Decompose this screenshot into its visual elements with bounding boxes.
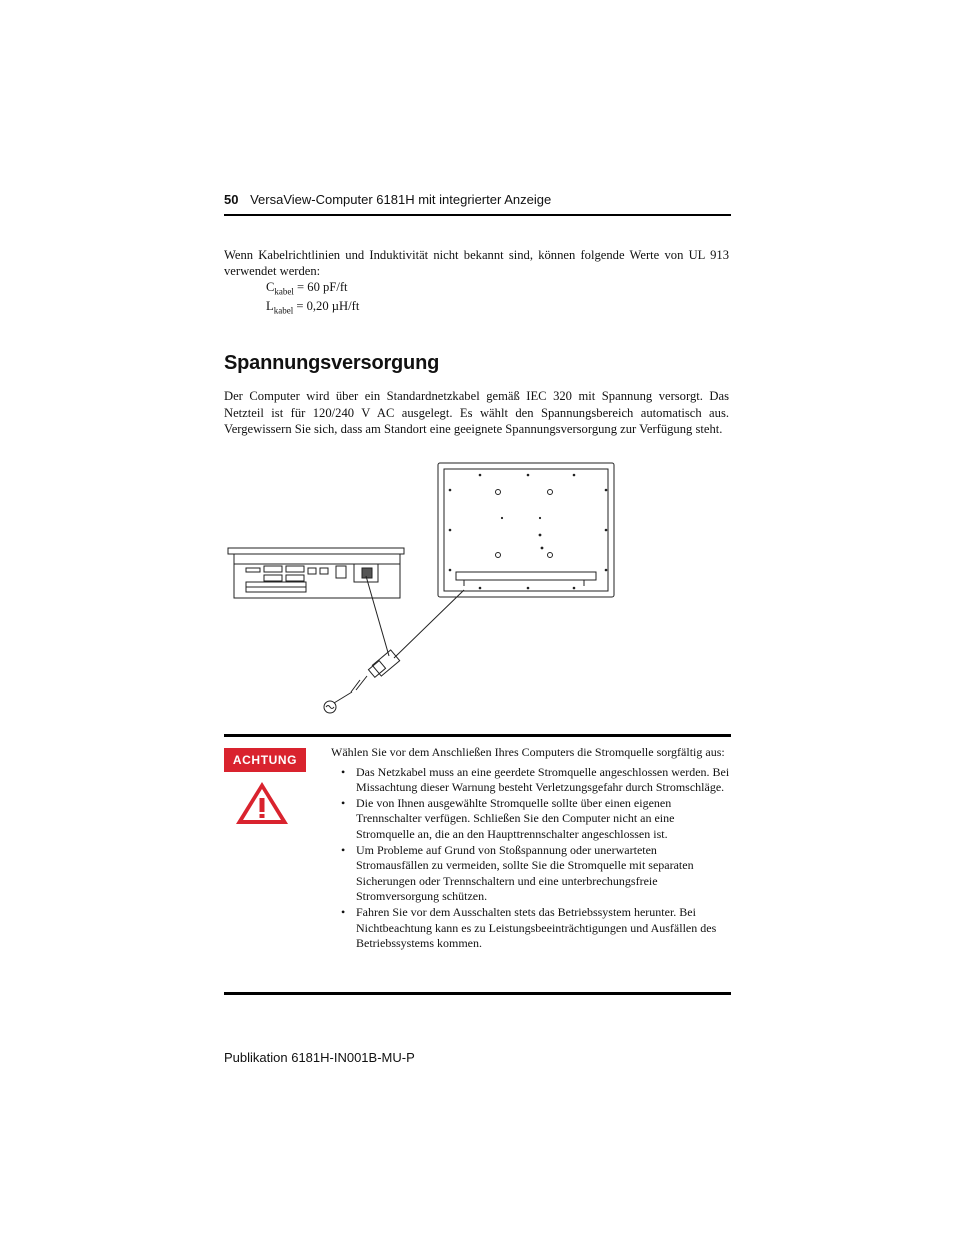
formula-c-symbol: C: [266, 280, 275, 294]
attention-rule-bottom: [224, 992, 731, 995]
page-header: [224, 192, 731, 207]
attention-list: [331, 765, 731, 952]
attention-rule-top: [224, 734, 731, 737]
formula-c-sub: kabel: [274, 286, 294, 297]
bullet-dot: •: [341, 904, 346, 919]
warning-triangle-icon: [234, 780, 290, 826]
attention-intro: Wählen Sie vor dem Anschließen Ihres Computers die Stromquelle sorgfältig aus:: [331, 745, 725, 759]
bullet-dot: •: [341, 842, 346, 857]
bullet-text: Die von Ihnen ausgewählte Stromquelle sollte über einen eigenen Trennschalter verfügen. Schließen Sie den Computer nicht an eine Stromquelle an, die an den Haupttrennschalter angeschlossen ist.: [356, 795, 675, 841]
power-connection-figure: [224, 460, 624, 720]
attention-bullet: [331, 843, 731, 905]
page-number: 50: [224, 192, 239, 207]
header-rule: [224, 214, 731, 216]
formula-l-value: = 0,20 µH/ft: [293, 299, 360, 313]
attention-bullet: [331, 765, 731, 796]
section-paragraph: Der Computer wird über ein Standardnetzkabel gemäß IEC 320 mit Spannung versorgt. Das Netzteil ist für 120/240 V AC ausgelegt. Es wählt den Spannungsbereich automatisch aus. Vergewissern Sie sich, dass am Standort eine geeignete Spannungsversorgung zur Verfügung steht.: [224, 389, 729, 437]
bullet-text: Um Probleme auf Grund von Stoßspannung oder unerwarteten Stromausfällen zu vermeiden, sollte Sie die Stromquelle mit separaten Sicherungen oder Trennschaltern und eine unterbrechungsfreie Stromversorgung schützen.: [356, 842, 694, 904]
formula-l-symbol: L: [266, 299, 274, 313]
bullet-dot: •: [341, 764, 346, 779]
attention-bullet: [331, 796, 731, 843]
formula-c-value: = 60 pF/ft: [293, 280, 348, 294]
bullet-text: Das Netzkabel muss an eine geerdete Stromquelle angeschlossen werden. Bei Missachtung dieser Warnung besteht Verletzungsgefahr durch Stromschläge.: [356, 764, 730, 795]
formula-l-sub: kabel: [273, 305, 294, 316]
intro-text: Wenn Kabelrichtlinien und Induktivität nicht bekannt sind, können folgende Werte von UL 913 verwendet werden:: [224, 248, 729, 278]
formula-capacitance: [266, 280, 348, 297]
attention-bullet: [331, 905, 731, 952]
formula-inductance: [266, 299, 359, 316]
bullet-dot: •: [341, 795, 346, 810]
attention-content: [331, 745, 731, 952]
computer-rear-view: [438, 463, 614, 597]
publication-footer: Publikation 6181H-IN001B-MU-P: [224, 1050, 415, 1065]
bullet-text: Fahren Sie vor dem Ausschalten stets das Betriebssystem herunter. Bei Nichtbeachtung kann es zu Leistungsbeeinträchtigungen und Ausfällen des Betriebssystems kommen.: [356, 904, 717, 951]
section-title: Spannungsversorgung: [224, 352, 440, 374]
running-title: VersaView-Computer 6181H mit integrierter Anzeige: [250, 192, 552, 207]
attention-badge: ACHTUNG: [224, 748, 306, 772]
computer-side-view: [228, 548, 404, 598]
iec-power-plug: [334, 650, 400, 703]
